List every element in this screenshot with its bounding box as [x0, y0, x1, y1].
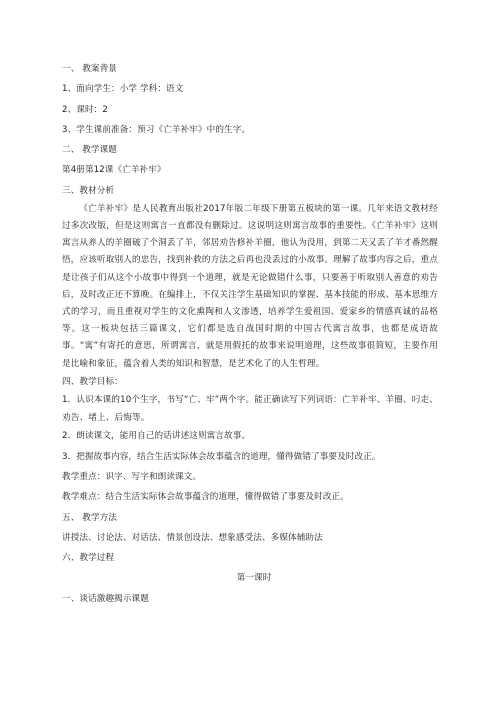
key-point: 教学重点：识字、写字和朗读课文。 — [62, 472, 202, 482]
section-heading-process: 六、教学过程 — [62, 553, 115, 564]
lesson-title: 第4册第12课《亡羊补牢》 — [62, 165, 166, 176]
document-content — [62, 63, 438, 613]
methods-list: 讲授法、讨论法、对话法、情景创设法、想象感受法、多媒体辅助法 — [62, 532, 323, 543]
goal-item-2: 2．朗读课文，能用自己的话讲述这则寓言故事。 — [62, 431, 251, 442]
first-lesson-heading: 第一课时 — [236, 573, 272, 584]
goal-item-1: 1．认识本课的10个生字，书写“亡、牢”两个字。能正确读写下列词语：亡羊补牢、羊圈、叼走、劝告、堵上、后悔等。 — [62, 395, 438, 423]
difficult-point: 教学难点：结合生活实际体会故事蕴含的道理，懂得做错了事要及时改正。 — [62, 492, 349, 503]
section-heading-topic: 二、 教学课题 — [62, 145, 117, 156]
analysis-paragraph: 《亡羊补牢》是人民教育出版社2017年版二年级下册第五板块的第一课。几年来语文教材经过多次改版，但是这则寓言一直都没有删除过。这说明这则寓言故事的重要性。《亡羊补牢》这则寓言从养人的羊圈破了个洞丢了羊，邻居劝告修补羊圈，他认为没用，到第二天又丢了羊才番然醒悟，应该听取别人的忠告，找到补救的方法之后再也没丢过的小故事。理解了故事内容之后，重点是让孩子们从这个小故事中得到一个道理，就是无论做错什么事，只要善于听取别人善意的劝告后，及时改正还不算晚。在编排上，不仅关注学生基础知识的掌握、基本技能的形成、基本思维方式的学习，而且重视对学生的文化熏陶和人文渗透，培养学生爱祖国、爱家乡的情感真诚的品格等。这一板块包括三篇课文，它们都是选自战国时期的中国古代寓言故事，也都是成语故事。“寓”有寄托的意思，所谓寓言，就是用假托的故事来说明道理，这些故事很简短，主要作用是比喻和象征，蕴含着人类的知识和智慧，是艺术化了的人生哲理。 — [62, 203, 438, 369]
goal-item-3: 3．把握故事内容，结合生活实际体会故事蕴含的道理，懂得做错了事要及时改正。 — [62, 451, 381, 462]
section-heading-background: 一、 教案背景 — [62, 64, 117, 74]
background-item-preparation: 3、学生课前准备：预习《亡羊补牢》中的生字。 — [62, 124, 251, 135]
background-item-audience: 1、面向学生：小学 学科：语文 — [62, 84, 184, 95]
background-item-periods: 2、课时：2 — [62, 104, 108, 115]
process-step-1: 一、谈话激趣揭示课题 — [62, 593, 149, 604]
section-heading-goals: 四、教学目标： — [62, 377, 123, 388]
section-heading-analysis: 三、教材分析 — [62, 185, 115, 196]
section-heading-methods: 五、 教学方法 — [62, 512, 117, 523]
